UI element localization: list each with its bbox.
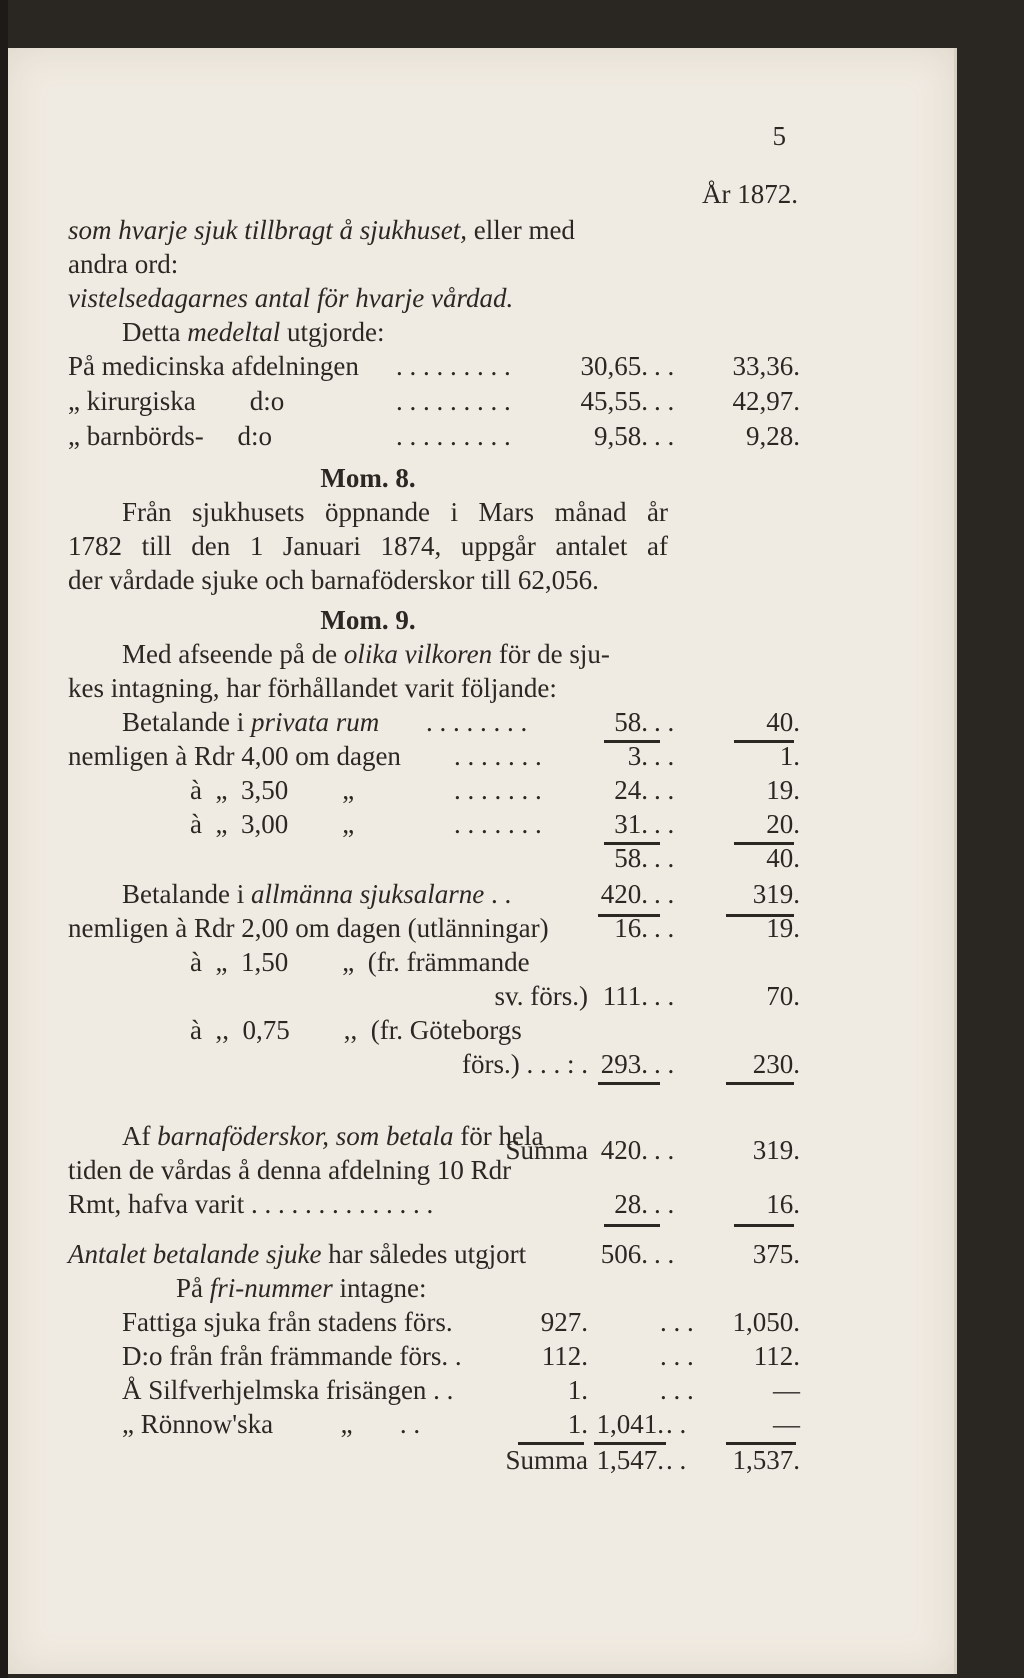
- underline: [604, 1224, 660, 1227]
- private-row-value-1: 31.: [614, 809, 648, 839]
- free-row-value-2: 112.: [753, 1341, 800, 1371]
- paying-total-sep: . .: [654, 1239, 675, 1269]
- general-wards-label: Betalande i allmänna sjuksalarne . .: [122, 879, 512, 909]
- avg-row-label: „ barnbörds- d:o: [68, 421, 272, 451]
- private-row-sep: . .: [654, 775, 675, 805]
- private-row-dots: . . . . . . .: [454, 809, 542, 839]
- general-row-value-1: 16.: [614, 913, 648, 943]
- avg-row-value-2: 33,36.: [732, 351, 800, 381]
- private-row-value-2: 20.: [766, 809, 800, 839]
- intro-line-2: andra ord:: [68, 249, 179, 279]
- general-row-value-2: 19.: [766, 913, 800, 943]
- intro-line-3: vistelsedagarnes antal för hvarje vårdad.: [68, 283, 514, 313]
- general-wards-value-1: 420.: [600, 879, 648, 909]
- mom-9-line-2: kes intagning, har förhållandet varit följande:: [68, 673, 557, 703]
- mothers-sep: . .: [654, 1189, 675, 1219]
- free-heading: På fri-nummer intagne:: [176, 1273, 427, 1303]
- private-rooms-sep: . .: [654, 707, 675, 737]
- free-row-sub: 112.: [541, 1341, 588, 1371]
- private-rooms-value-2: 40.: [766, 707, 800, 737]
- avg-row-value-1: 45,55.: [580, 386, 648, 416]
- general-row-value-1: 111.: [602, 981, 648, 1011]
- private-rooms-dots: . . . . . . . .: [426, 707, 528, 737]
- private-row-value-2: 1.: [779, 741, 800, 771]
- paying-total-value-2: 375.: [752, 1239, 800, 1269]
- general-row-value-1: 293.: [600, 1049, 648, 1079]
- private-total-value-2: 40.: [766, 843, 800, 873]
- private-row-value-1: 3.: [627, 741, 648, 771]
- general-row-sep: . .: [654, 1049, 675, 1079]
- intro-line-1: som hvarje sjuk tillbragt å sjukhuset, eller med: [68, 215, 575, 245]
- private-row-dots: . . . . . . .: [454, 741, 542, 771]
- free-row-label: Å Silfverhjelmska frisängen . .: [122, 1375, 454, 1405]
- free-row-label: D:o från från främmande förs. .: [122, 1341, 462, 1371]
- free-row-sep: . . .: [660, 1375, 694, 1405]
- private-row-value-1: 24.: [614, 775, 648, 805]
- mom-8-line-1: Från sjukhusets öppnande i Mars månad år: [122, 497, 668, 527]
- private-total-value-1: 58.: [614, 843, 648, 873]
- general-sum-label: Summa: [505, 1135, 588, 1165]
- avg-row-value-2: 9,28.: [746, 421, 800, 451]
- mom-8-line-3: der vårdade sjuke och barnaföderskor till 62,056.: [68, 565, 599, 595]
- underline: [734, 1224, 794, 1227]
- general-row-value-2: 230.: [752, 1049, 800, 1079]
- private-total-sep: . .: [654, 843, 675, 873]
- free-row-sub: 1.: [567, 1375, 588, 1405]
- general-sum-value-2: 319.: [752, 1135, 800, 1165]
- avg-row-value-1: 30,65.: [580, 351, 648, 381]
- private-row-label: à „ 3,00 „: [190, 809, 355, 839]
- free-row-label: „ Rönnow'ska „ . .: [122, 1409, 421, 1439]
- private-row-label: nemligen à Rdr 4,00 om dagen: [68, 741, 401, 771]
- free-row-value-2: —: [773, 1409, 800, 1439]
- private-row-label: à „ 3,50 „: [190, 775, 355, 805]
- private-row-sep: . .: [654, 741, 675, 771]
- general-row-label: nemligen à Rdr 2,00 om dagen (utlänningar): [68, 913, 549, 943]
- free-row-label: Fattiga sjuka från stadens förs.: [122, 1307, 453, 1337]
- avg-row-value-2: 42,97.: [732, 386, 800, 416]
- page-number: 5: [772, 121, 786, 151]
- free-row-sep: . . .: [660, 1307, 694, 1337]
- free-sum-label: Summa: [505, 1445, 588, 1475]
- general-row-label: à ,, 0,75 ,, (fr. Göteborgs: [190, 1015, 522, 1045]
- avg-row-label: „ kirurgiska d:o: [68, 386, 285, 416]
- mom-8-heading: Mom. 8.: [320, 463, 416, 493]
- private-row-dots: . . . . . . .: [454, 775, 542, 805]
- private-rooms-label: Betalande i privata rum: [122, 707, 380, 737]
- mothers-value-1: 28.: [614, 1189, 648, 1219]
- general-row-sep: . .: [654, 981, 675, 1011]
- general-wards-value-2: 319.: [752, 879, 800, 909]
- intro-line-4: Detta medeltal utgjorde:: [122, 317, 385, 347]
- mom-9-line-1: Med afseende på de olika vilkoren för de sju-: [122, 639, 610, 669]
- mothers-value-2: 16.: [766, 1189, 800, 1219]
- avg-row-label: På medicinska afdelningen: [68, 351, 359, 381]
- free-sum-value-1: 1,547.: [596, 1445, 664, 1475]
- avg-row-sep: . .: [654, 421, 675, 451]
- avg-row-sep: . .: [654, 386, 675, 416]
- free-sum-sep: . .: [666, 1445, 687, 1475]
- avg-row-sep: . .: [654, 351, 675, 381]
- mom-9-heading: Mom. 9.: [320, 605, 416, 635]
- general-row-value-2: 70.: [766, 981, 800, 1011]
- general-sum-sep: . .: [654, 1135, 675, 1165]
- paying-total-label: Antalet betalande sjuke har således utgjort: [68, 1239, 527, 1269]
- mom-8-line-2: 1782 till den 1 Januari 1874, uppgår antalet af: [68, 531, 668, 561]
- free-row-sub: 1.: [567, 1409, 588, 1439]
- avg-row-value-1: 9,58.: [594, 421, 648, 451]
- general-sum-value-1: 420.: [600, 1135, 648, 1165]
- underline: [598, 1082, 660, 1085]
- free-row-value-2: —: [773, 1375, 800, 1405]
- year-label: År 1872.: [702, 179, 798, 209]
- general-row-label: à „ 1,50 „ (fr. främmande: [190, 947, 530, 977]
- avg-row-dots: . . . . . . . . .: [396, 351, 511, 381]
- book-page: [8, 48, 957, 1674]
- free-sum-value-2: 1,537.: [732, 1445, 800, 1475]
- private-row-sep: . .: [654, 809, 675, 839]
- free-row-sep: . . .: [660, 1341, 694, 1371]
- general-row-label-cont: sv. förs.): [494, 981, 588, 1011]
- mothers-line-1: Af barnaföderskor, som betala för hela: [122, 1121, 544, 1151]
- private-row-value-2: 19.: [766, 775, 800, 805]
- general-row-sep: . .: [654, 913, 675, 943]
- avg-row-dots: . . . . . . . . .: [396, 421, 511, 451]
- free-row-sub: 927.: [540, 1307, 588, 1337]
- private-rooms-value-1: 58.: [614, 707, 648, 737]
- free-row-value-1: 1,041.: [596, 1409, 664, 1439]
- book-binding-edge: [0, 0, 8, 1678]
- paying-total-value-1: 506.: [600, 1239, 648, 1269]
- mothers-line-2: tiden de vårdas å denna afdelning 10 Rdr: [68, 1155, 512, 1185]
- underline: [726, 1082, 794, 1085]
- free-row-value-2: 1,050.: [732, 1307, 800, 1337]
- general-wards-sep: . .: [654, 879, 675, 909]
- avg-row-dots: . . . . . . . . .: [396, 386, 511, 416]
- mothers-line-3: Rmt, hafva varit . . . . . . . . . . . . . .: [68, 1189, 434, 1219]
- free-row-sep: . .: [666, 1409, 687, 1439]
- general-row-label-cont: förs.) . . . : .: [462, 1049, 588, 1079]
